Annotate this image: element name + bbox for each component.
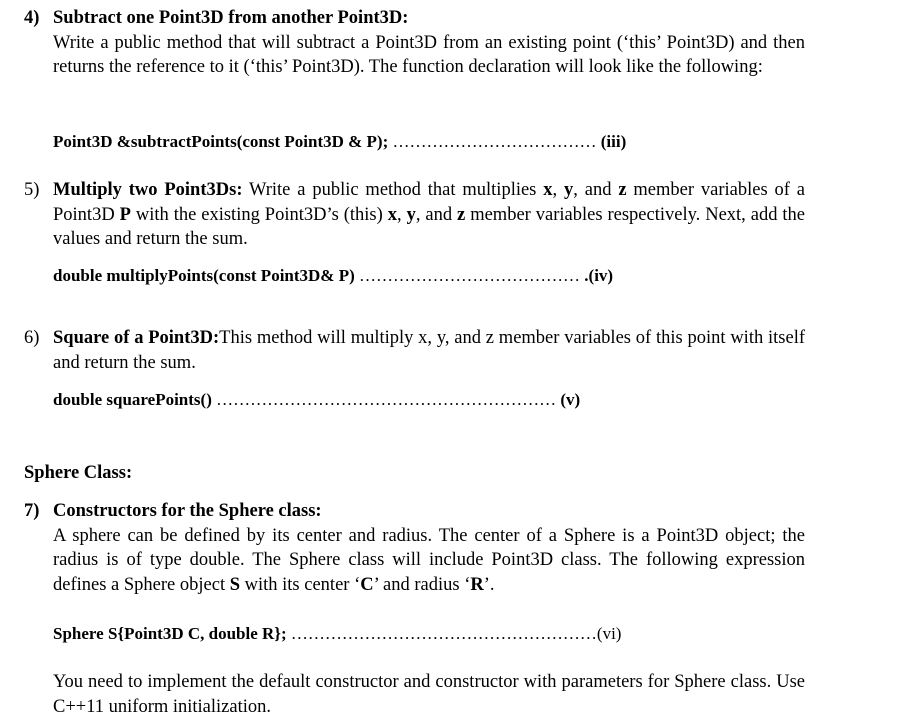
text-run: member variables of a Point3D xyxy=(53,180,806,225)
item-heading: Square of a Point3D: xyxy=(53,328,220,348)
text-run-bold: R xyxy=(470,574,484,595)
item-heading: Constructors for the Sphere class: xyxy=(53,501,322,521)
text-run: This method will multiply x, y, and z member variables of this point with itself and return the sum. xyxy=(53,328,805,373)
item-text xyxy=(53,524,805,598)
leader-dots: ……………………………………………… xyxy=(286,624,597,643)
text-run: , and xyxy=(415,204,458,225)
text-run: with the existing Point3D’s (this) xyxy=(130,204,388,225)
text-run-bold: y xyxy=(406,204,416,225)
equation-tag: (vi) xyxy=(596,624,622,643)
code-signature: double squarePoints() xyxy=(53,390,212,409)
text-run: , xyxy=(396,204,407,225)
text-run-bold: z xyxy=(457,204,466,225)
item-body xyxy=(53,6,805,80)
item-number: 5) xyxy=(24,180,40,200)
code-signature: Sphere S{Point3D C, double R}; xyxy=(53,624,287,643)
leader-dots: …………………………………………………… xyxy=(211,390,557,409)
item-text xyxy=(53,178,805,252)
text-run: with its center ‘ xyxy=(240,574,361,595)
item-number: 4) xyxy=(24,8,40,28)
item-number: 7) xyxy=(24,501,40,521)
equation-tag: (iii) xyxy=(596,132,627,151)
item-heading: Multiply two Point3Ds: xyxy=(53,180,243,200)
item-body xyxy=(53,499,805,597)
code-signature: double multiplyPoints(const Point3D& P) xyxy=(53,266,355,285)
text-run: , and xyxy=(573,180,619,200)
section-title: Sphere Class: xyxy=(24,463,133,483)
equation-tag: (v) xyxy=(556,390,581,409)
text-run-bold: x xyxy=(543,180,553,200)
closing-text: You need to implement the default constructor and constructor with parameters for Sphere class. Use C++11 uniform initialization. xyxy=(53,672,805,717)
text-run: Write a public method that multiplies xyxy=(242,180,544,200)
leader-dots: ……………………………… xyxy=(388,132,597,151)
equation-tag: .(iv) xyxy=(580,266,614,285)
text-run: ’. xyxy=(483,574,495,595)
text-run-bold: C xyxy=(360,574,374,595)
text-run: ’ and radius ‘ xyxy=(373,574,471,595)
text-run: A sphere can be defined by its center and radius. The center of a Sphere is a Point3D object; the radius is of type double. The Sphere class will include Point3D class. The following expression defines a Sphere object xyxy=(53,525,805,595)
leader-dots: ………………………………… xyxy=(354,266,581,285)
text-run-bold: x xyxy=(387,204,397,225)
code-signature: Point3D &subtractPoints(const Point3D & P); xyxy=(53,132,389,151)
text-run-bold: y xyxy=(564,180,574,200)
item-number: 6) xyxy=(24,328,40,348)
text-run-bold: S xyxy=(229,574,241,595)
item-text: Write a public method that will subtract a Point3D from an existing point (‘this’ Point3D) and then returns the reference to it (‘this’ Point3D). The function declaration will look like the following: xyxy=(53,32,805,77)
item-text xyxy=(53,326,805,375)
text-run-bold: z xyxy=(618,180,627,200)
text-run-bold: P xyxy=(119,204,131,225)
text-run: , xyxy=(552,180,564,200)
item-heading: Subtract one Point3D from another Point3D: xyxy=(53,8,409,28)
text-run: member variables respectively. Next, add the values and return the sum. xyxy=(53,204,806,249)
